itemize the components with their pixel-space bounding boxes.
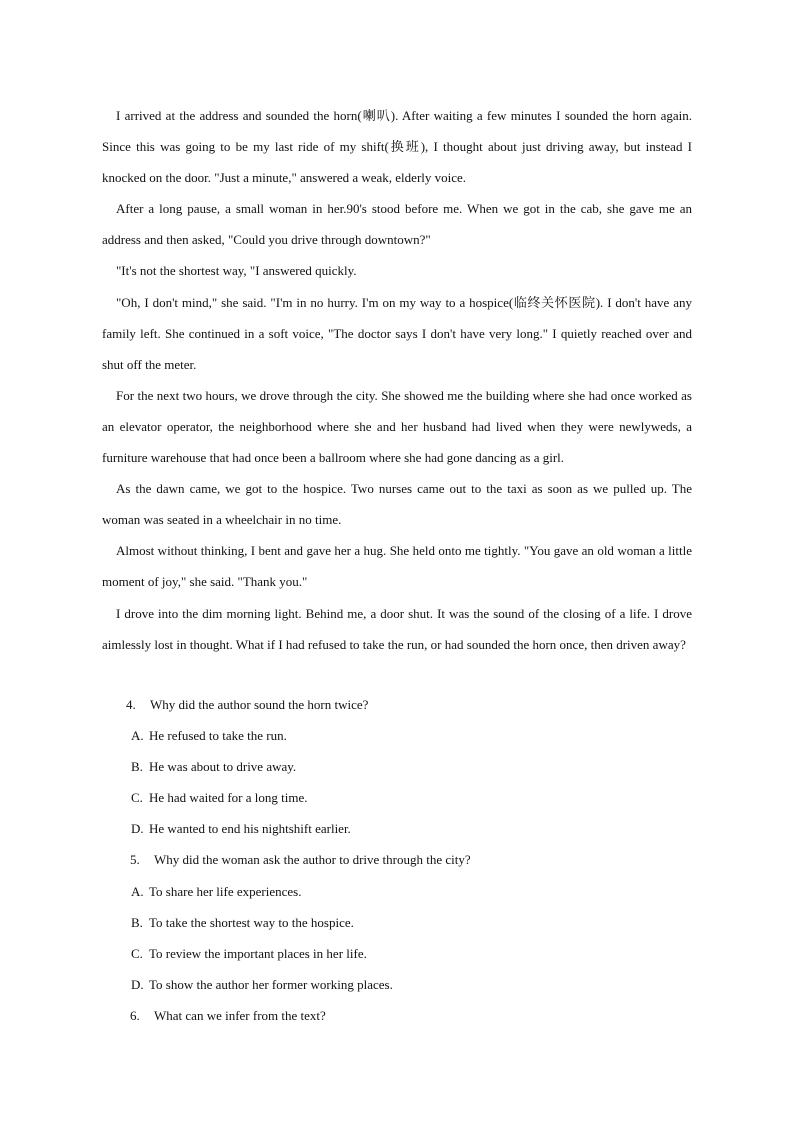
option-b[interactable]: [131, 759, 296, 775]
option-text: He refused to take the run.: [149, 728, 287, 743]
option-text: He had waited for a long time.: [149, 790, 308, 805]
option-letter: C.: [131, 790, 143, 805]
option-letter: B.: [131, 915, 143, 930]
question-text: What can we infer from the text?: [154, 1008, 326, 1023]
option-a[interactable]: [131, 884, 301, 900]
option-text: To take the shortest way to the hospice.: [149, 915, 354, 930]
passage-paragraph: After a long pause, a small woman in her.90's stood before me. When we got in the cab, she gave me an address and then asked, "Could you drive through downtown?": [102, 201, 692, 248]
option-c[interactable]: [131, 946, 367, 962]
passage-paragraph: "Oh, I don't mind," she said. "I'm in no hurry. I'm on my way to a hospice(临终关怀医院). I don't have any family left. She continued in a soft voice, "The doctor says I don't have very long." I quietly reached over and shut off the meter.: [102, 294, 692, 372]
question-5: [130, 852, 471, 868]
option-text: To share her life experiences.: [149, 884, 302, 899]
option-c[interactable]: [131, 790, 307, 806]
option-letter: A.: [131, 728, 144, 743]
option-letter: A.: [131, 884, 144, 899]
option-letter: D.: [131, 977, 144, 992]
passage-paragraph: "It's not the shortest way, "I answered quickly.: [116, 263, 357, 279]
option-letter: B.: [131, 759, 143, 774]
passage-paragraph: For the next two hours, we drove through the city. She showed me the building where she had once worked as an elevator operator, the neighborhood where she and her husband had lived when they were newlyweds, a furniture warehouse that had once been a ballroom where she had gone dancing as a girl.: [102, 387, 692, 466]
question-4: [126, 697, 368, 713]
option-a[interactable]: [131, 728, 287, 744]
question-text: Why did the author sound the horn twice?: [150, 697, 369, 712]
option-text: To review the important places in her life.: [149, 946, 367, 961]
option-text: He wanted to end his nightshift earlier.: [149, 821, 351, 836]
question-number: 5.: [130, 852, 140, 867]
option-letter: D.: [131, 821, 144, 836]
option-letter: C.: [131, 946, 143, 961]
question-text: Why did the woman ask the author to drive through the city?: [154, 852, 471, 867]
passage-paragraph: Almost without thinking, I bent and gave her a hug. She held onto me tightly. "You gave an old woman a little moment of joy," she said. "Thank you.": [102, 543, 692, 590]
passage-paragraph: As the dawn came, we got to the hospice. Two nurses came out to the taxi as soon as we pulled up. The woman was seated in a wheelchair in no time.: [102, 481, 692, 528]
passage-paragraph: I drove into the dim morning light. Behind me, a door shut. It was the sound of the closing of a life. I drove aimlessly lost in thought. What if I had refused to take the run, or had sounded the horn once, then driven away?: [102, 605, 692, 652]
option-d[interactable]: [131, 977, 393, 993]
question-number: 6.: [130, 1008, 140, 1023]
option-text: To show the author her former working places.: [149, 977, 393, 992]
option-d[interactable]: [131, 821, 351, 837]
question-number: 4.: [126, 697, 136, 712]
passage-paragraph: I arrived at the address and sounded the horn(喇叭). After waiting a few minutes I sounded the horn again. Since this was going to be my last ride of my shift(换班), I thought about just driving away, but instead I knocked on the door. "Just a minute," answered a weak, elderly voice.: [102, 108, 692, 186]
question-6: [130, 1008, 326, 1024]
option-text: He was about to drive away.: [149, 759, 297, 774]
option-b[interactable]: [131, 915, 354, 931]
